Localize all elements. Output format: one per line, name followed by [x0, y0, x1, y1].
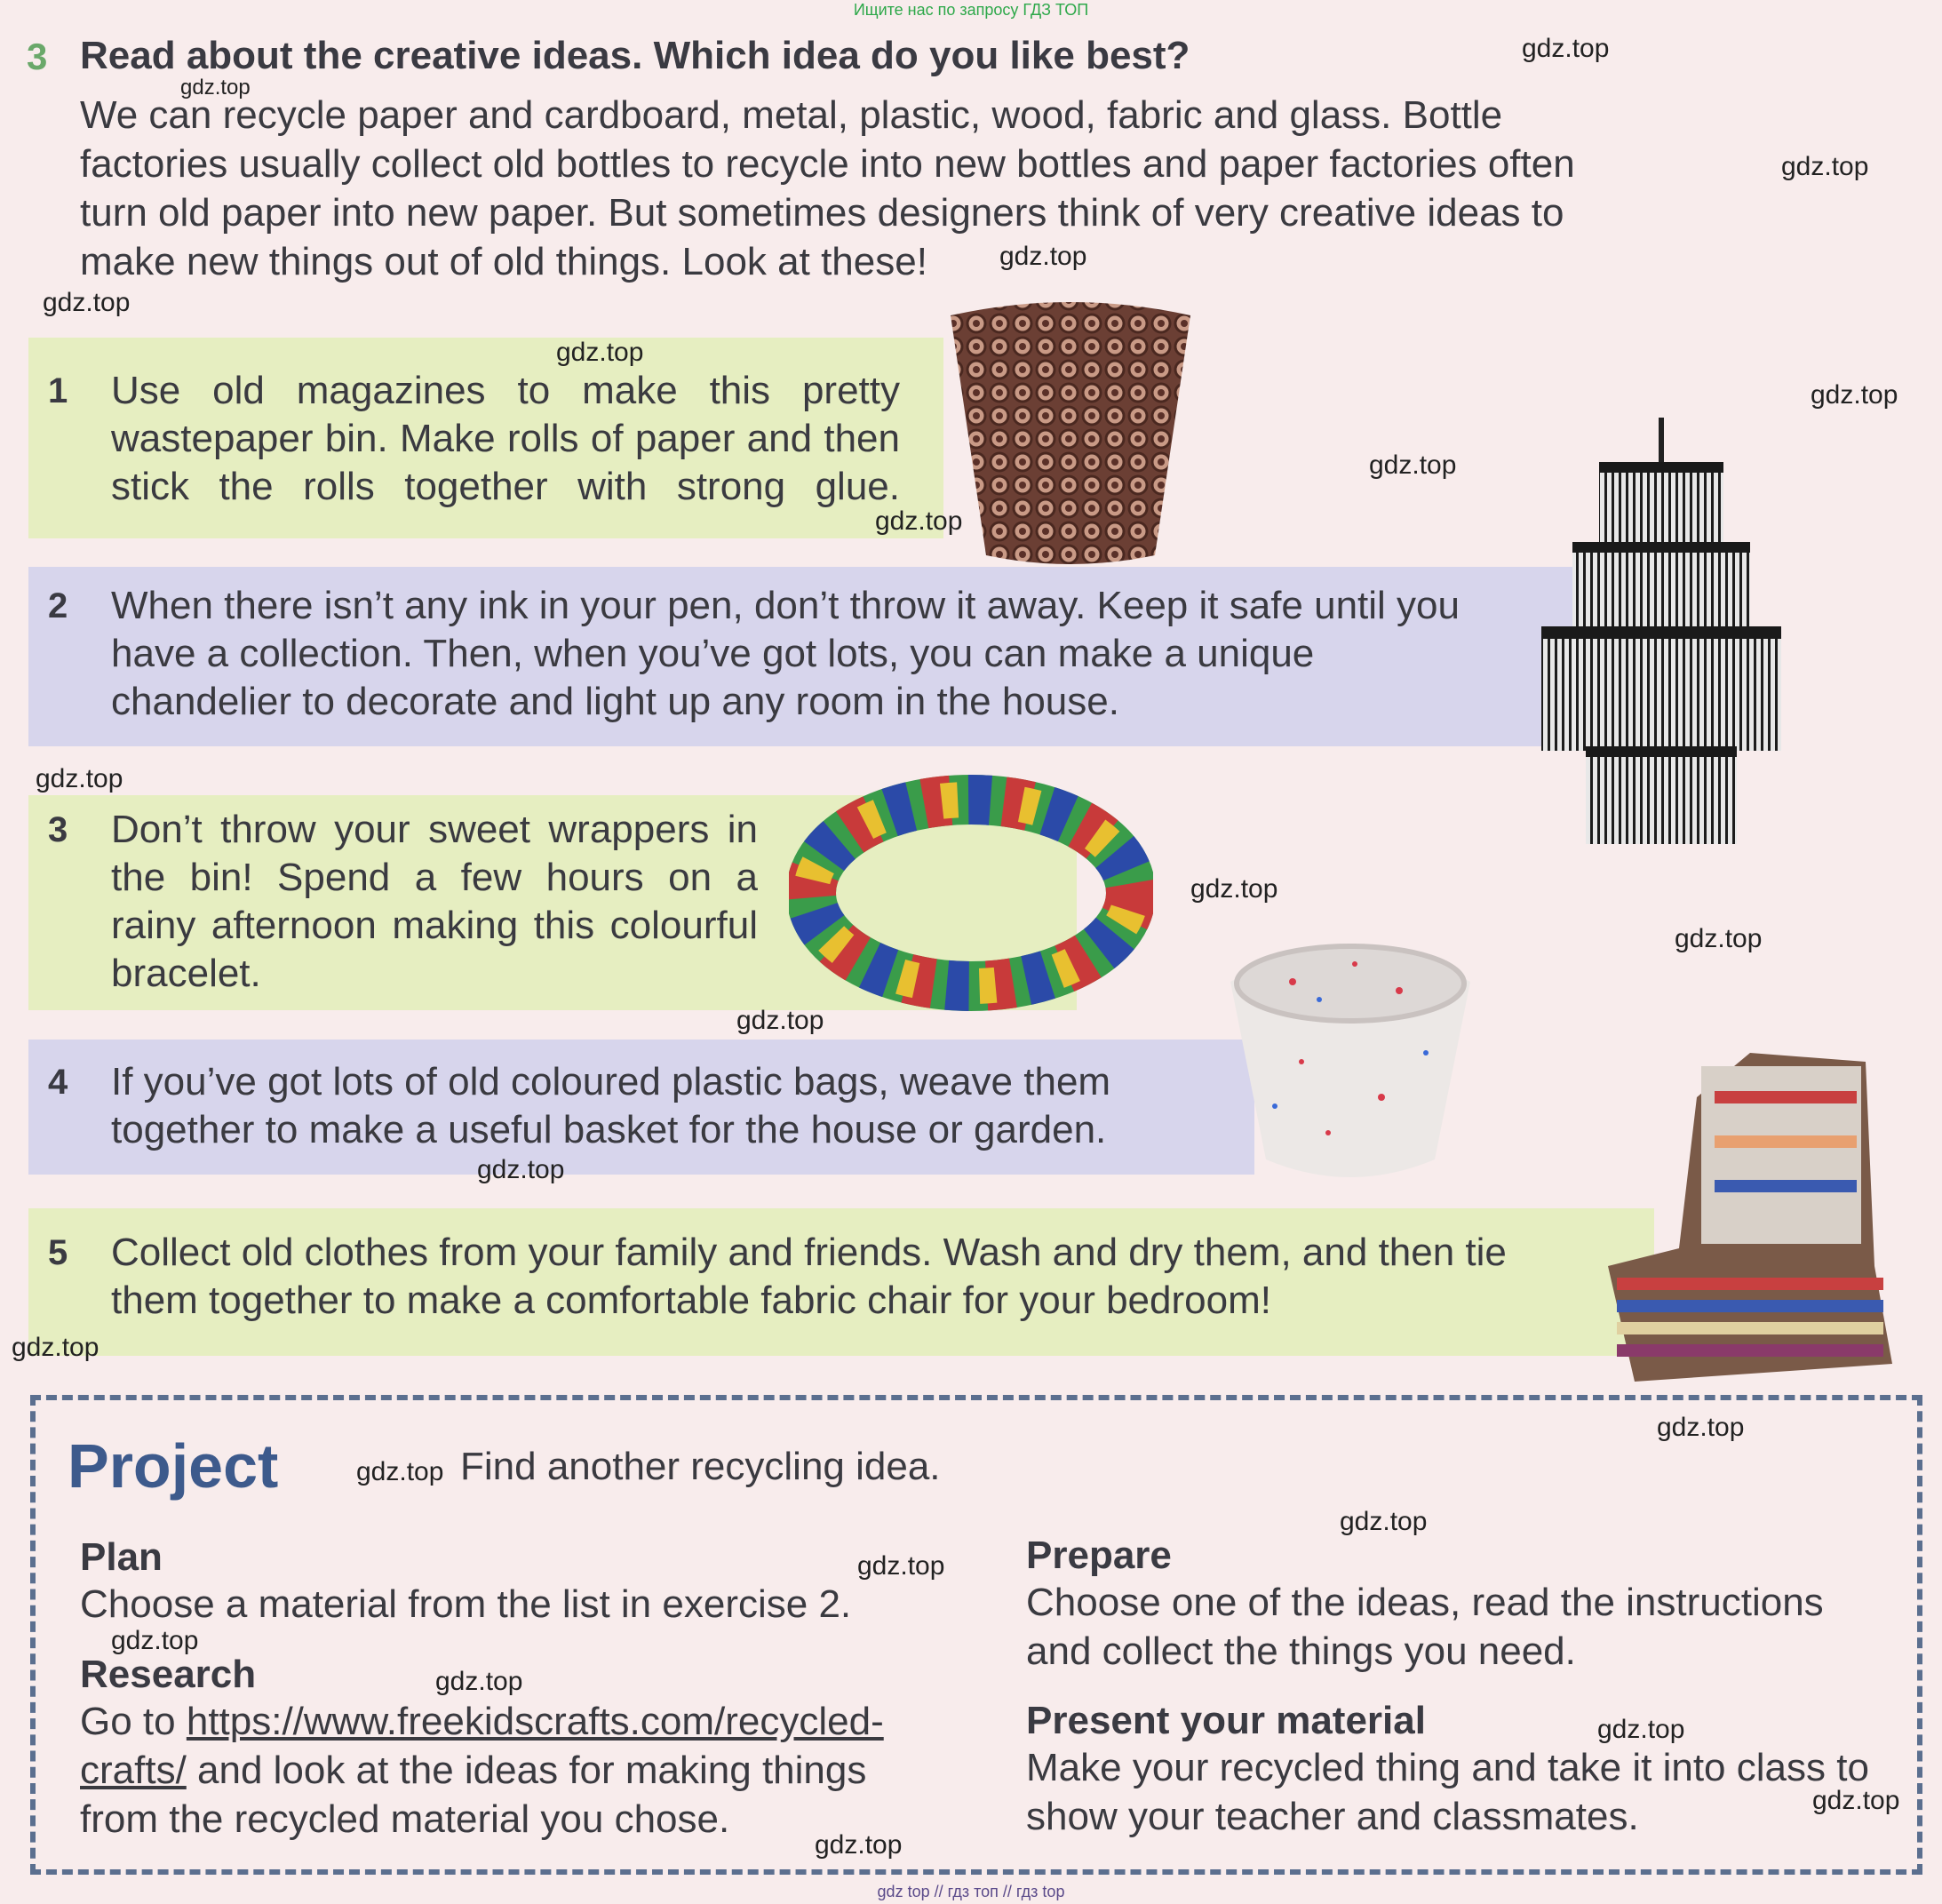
idea-3-text: Don’t throw your sweet wrappers in the bin! Spend a few hours on a rainy afternoon making this colourful bracelet. — [111, 808, 758, 995]
project-task: Find another recycling idea. — [460, 1445, 941, 1488]
prepare-text: Choose one of the ideas, read the instructions and collect the things you need. — [1026, 1581, 1824, 1673]
research-heading: Research — [80, 1653, 257, 1696]
plan-text: Choose a material from the list in exercise 2. — [80, 1582, 852, 1626]
idea-3-number: 3 — [48, 810, 68, 849]
watermark: gdz.top — [815, 1830, 903, 1860]
idea-4-number: 4 — [48, 1063, 68, 1102]
intro-paragraph: We can recycle paper and cardboard, metal, plastic, wood, fabric and glass. Bottle factories usually collect old bottles to recycle into new bottles and paper factories often turn old paper into new paper. But sometimes designers think of very creative ideas to make new things out of old things. Look at these! — [80, 93, 1575, 283]
plastic-basket-photo — [1222, 928, 1479, 1186]
watermark: gdz.top — [857, 1551, 945, 1581]
paper-bin-photo — [942, 289, 1199, 573]
fabric-chair-photo — [1599, 1044, 1901, 1390]
watermark: gdz.top — [1522, 34, 1610, 63]
research-text — [80, 1697, 915, 1844]
top-banner: Ищите нас по запросу ГДЗ ТОП — [853, 1, 1089, 19]
watermark: gdz.top — [180, 76, 251, 100]
plan-heading: Plan — [80, 1535, 163, 1579]
idea-1-text: Use old magazines to make this pretty wastepaper bin. Make rolls of paper and then stick the rolls together with strong glue. — [111, 369, 900, 508]
watermark: gdz.top — [1340, 1507, 1428, 1536]
watermark: gdz.top — [12, 1333, 99, 1362]
present-heading: Present your material — [1026, 1699, 1426, 1742]
idea-2-number: 2 — [48, 586, 68, 625]
crafts-link[interactable]: https://www.freekidscrafts.com/recycled-crafts/ — [80, 1700, 884, 1792]
research-rest: and look at the ideas for making things from the recycled material you chose. — [80, 1749, 867, 1841]
idea-5-number: 5 — [48, 1233, 68, 1272]
watermark: gdz.top — [1657, 1413, 1745, 1442]
idea-5-text: Collect old clothes from your family and friends. Wash and dry them, and then tie them together to make a comfortable fabric chair for your bedroom! — [111, 1231, 1507, 1322]
watermark: gdz.top — [1811, 380, 1898, 410]
research-go: Go to — [80, 1700, 187, 1743]
watermark: gdz.top — [356, 1457, 444, 1486]
watermark: gdz.top — [435, 1667, 523, 1696]
exercise-heading: Read about the creative ideas. Which idea do you like best? — [80, 34, 1190, 77]
idea-2-text: When there isn’t any ink in your pen, don’t throw it away. Keep it safe until you have a collection. Then, when you’ve got lots, you can make a unique chandelier to decorate and light up any room in the house. — [111, 584, 1460, 723]
idea-4-text: If you’ve got lots of old coloured plastic bags, weave them together to make a useful basket for the house or garden. — [111, 1060, 1111, 1151]
watermark: gdz.top — [1190, 874, 1278, 904]
watermark: gdz.top — [1812, 1786, 1900, 1815]
watermark: gdz.top — [111, 1626, 199, 1655]
watermark: gdz.top — [36, 764, 123, 793]
watermark: gdz.top — [43, 288, 131, 317]
bottom-banner: gdz top // гдз топ // гдз top — [877, 1883, 1065, 1900]
prepare-heading: Prepare — [1026, 1534, 1172, 1577]
watermark: gdz.top — [1369, 450, 1457, 480]
watermark: gdz.top — [1597, 1715, 1685, 1744]
watermark: gdz.top — [736, 1006, 824, 1035]
idea-1-number: 1 — [48, 371, 68, 410]
exercise-number: 3 — [27, 36, 48, 77]
watermark: gdz.top — [556, 338, 644, 367]
wrapper-bracelet-photo — [789, 773, 1153, 1013]
watermark: gdz.top — [875, 506, 963, 536]
pen-chandelier-photo — [1532, 418, 1790, 871]
watermark: gdz.top — [1675, 924, 1763, 953]
project-title: Project — [68, 1431, 279, 1501]
present-text: Make your recycled thing and take it into class to show your teacher and classmates. — [1026, 1746, 1869, 1838]
watermark: gdz.top — [999, 242, 1087, 271]
watermark: gdz.top — [1781, 152, 1869, 181]
watermark: gdz.top — [477, 1155, 565, 1184]
